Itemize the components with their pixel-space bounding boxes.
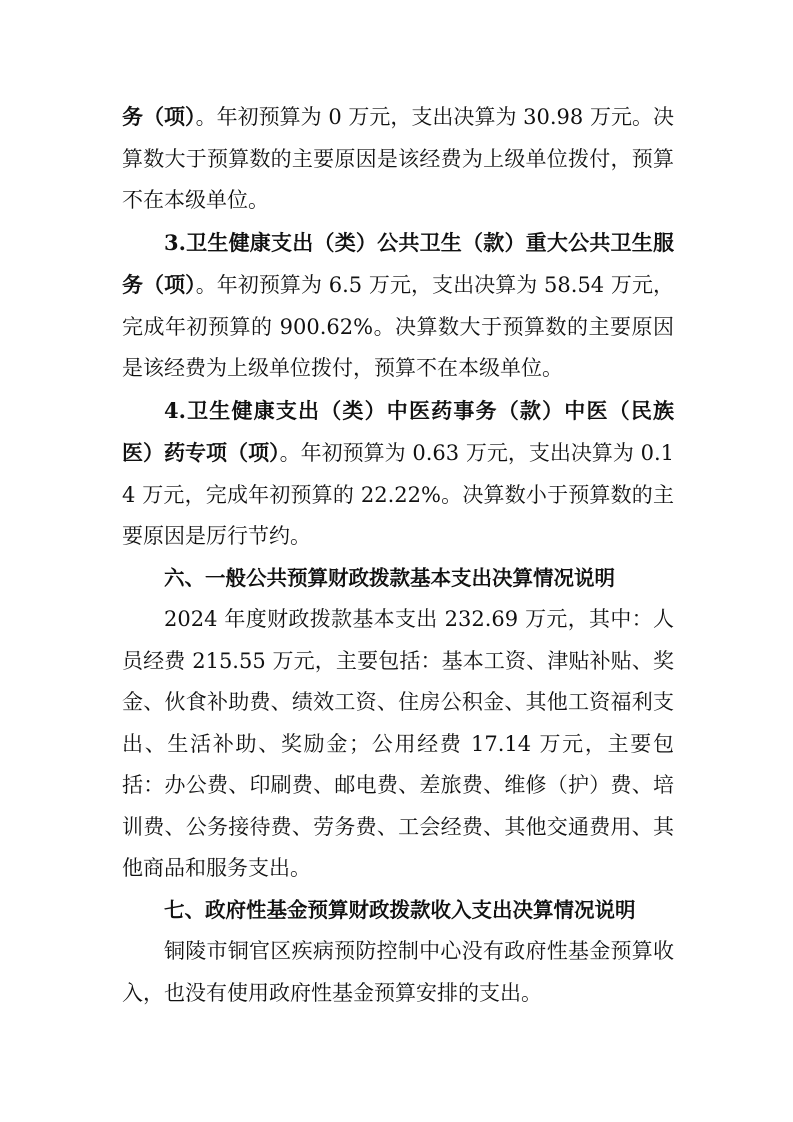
paragraph-basic-expenditure: 2024 年度财政拨款基本支出 232.69 万元，其中：人员经费 215.55 万元，主要包括：基本工资、津贴补贴、奖金、伙食补助费、绩效工资、住房公积金、其他工资福利支出、生活补助、奖励金；公用经费 17.14 万元，主要包括：办公费、印刷费、邮电费、差旅费、维修（护）费、培训费、公务接待费、劳务费、工会经费、其他交通费用、其他商品和服务支出。	[122, 607, 674, 880]
paragraph-government-fund: 铜陵市铜官区疾病预防控制中心没有政府性基金预算收入，也没有使用政府性基金预算安排的支出。	[122, 939, 674, 1005]
section-heading-7: 七、政府性基金预算财政拨款收入支出决算情况说明	[164, 897, 636, 922]
paragraph-item-4	[122, 390, 674, 558]
item-body: 。年初预算为 6.5 万元，支出决算为 58.54 万元，完成年初预算的 900.62%。决算数大于预算数的主要原因是该经费为上级单位拨付，预算不在本级单位。	[122, 273, 675, 380]
paragraph-item-3	[122, 222, 674, 390]
paragraph-item-2-continued	[122, 96, 674, 222]
item-title: 4.卫生健康支出（类）中医药事务（款）中医（民族医）药专项（项）	[122, 397, 674, 465]
item-title: 3.卫生健康支出（类）公共卫生（款）重大公共卫生服务（项）	[122, 229, 674, 297]
section-heading-6: 六、一般公共预算财政拨款基本支出决算情况说明	[164, 565, 615, 590]
item-body: 。年初预算为 0 万元，支出决算为 30.98 万元。决算数大于预算数的主要原因是该经费为上级单位拨付，预算不在本级单位。	[122, 105, 675, 212]
item-title: 务（项）	[122, 104, 196, 129]
item-body: 。年初预算为 0.63 万元，支出决算为 0.14 万元，完成年初预算的 22.22%。决算数小于预算数的主要原因是厉行节约。	[122, 441, 675, 548]
document-page	[122, 96, 674, 1014]
